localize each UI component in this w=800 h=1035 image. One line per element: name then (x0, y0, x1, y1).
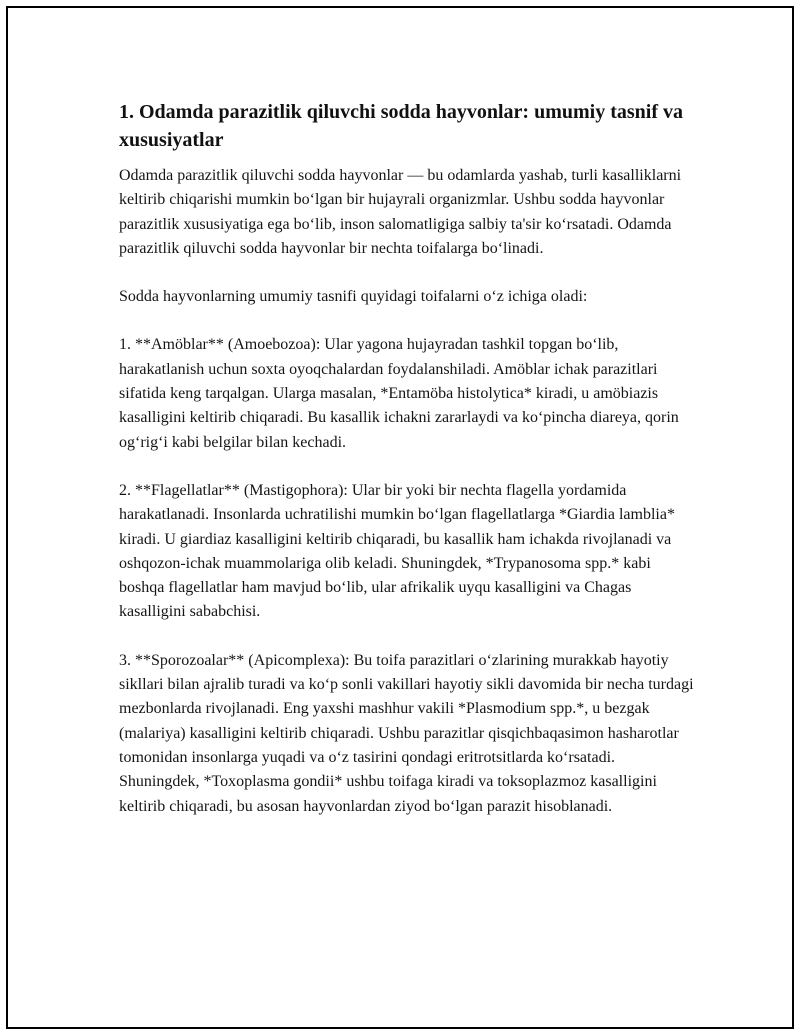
sporozoa-paragraph: 3. **Sporozoalar** (Apicomplexa): Bu toifa parazitlari o‘zlarining murakkab hayotiy sikllari bilan ajralib turadi va ko‘p sonli vakillari hayotiy sikli davomida bir necha turdagi mezbonlarda rivojlanadi. Eng yaxshi mashhur vakili *Plasmodium spp.*, u bezgak (malariya) kasalligini keltirib chiqaradi. Ushbu parazitlar qisqichbaqasimon hasharotlar tomonidan insonlarga yuqadi va o‘z tasirini qondagi eritrotsitlarda ko‘rsatadi. Shuningdek, *Toxoplasma gondii* ushbu toifaga kiradi va toksoplazmoz kasalligini keltirib chiqaradi, bu asosan hayvonlardan ziyod bo‘lgan parazit hisoblanadi. (119, 651, 694, 815)
flagellates-paragraph: 2. **Flagellatlar** (Mastigophora): Ular bir yoki bir nechta flagella yordamida harakatlanadi. Insonlarda uchratilishi mumkin bo‘lgan flagellatlarga *Giardia lamblia* kiradi. U giardiaz kasalligini keltirib chiqaradi, bu kasallik ham ichakda rivojlanadi va oshqozon-ichak muammolariga olib keladi. Shuningdek, *Trypanosoma spp.* kabi boshqa flagellatlar ham mavjud bo‘lib, ular afrikalik uyqu kasalligini va Chagas kasalligini sababchisi. (119, 481, 675, 621)
classification-intro-paragraph: Sodda hayvonlarning umumiy tasnifi quyidagi toifalarni o‘z ichiga oladi: (119, 288, 588, 306)
section-title: 1. Odamda parazitlik qiluvchi sodda hayvonlar: umumiy tasnif va xususiyatlar (119, 101, 683, 151)
amoebae-paragraph: 1. **Amöblar** (Amoebozoa): Ular yagona hujayradan tashkil topgan bo‘lib, harakatlanish uchun soxta oyoqchalardan foydalanshiladi. Amöblar ichak parazitlari sifatida keng tarqalgan. Ularga masalan, *Entamöba histolytica* kiradi, u amöbiazis kasalligini keltirib chiqaradi. Bu kasallik ichakni zararlaydi va ko‘pincha diareya, qorin og‘rig‘i kabi belgilar bilan kechadi. (119, 336, 679, 451)
document-page (6, 6, 794, 1029)
intro-paragraph: Odamda parazitlik qiluvchi sodda hayvonlar — bu odamlarda yashab, turli kasalliklarni keltirib chiqarishi mumkin bo‘lgan bir hujayrali organizmlar. Ushbu sodda hayvonlar parazitlik xususiyatiga ega bo‘lib, inson salomatligiga salbiy ta'sir ko‘rsatadi. Odamda parazitlik qiluvchi sodda hayvonlar bir nechta toifalarga bo‘linadi. (119, 167, 682, 257)
document-body (119, 98, 699, 843)
